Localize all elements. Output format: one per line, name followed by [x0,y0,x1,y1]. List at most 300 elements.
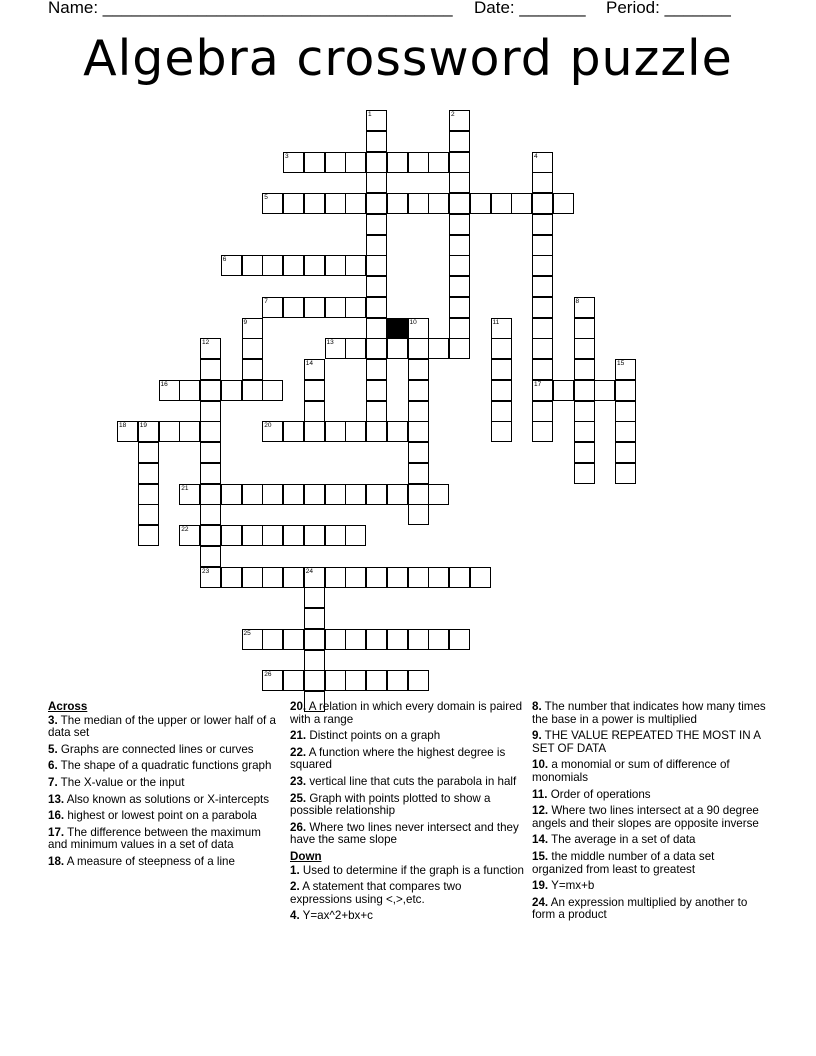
clue-number: 4. [290,909,300,923]
crossword-cell[interactable] [345,255,366,276]
clue-number: 8. [532,700,542,713]
clue-text: Y=ax^2+bx+c [299,909,373,923]
across-clue [290,701,525,726]
clue-number: 11. [532,787,548,801]
crossword-cell[interactable] [345,484,366,505]
date-field[interactable] [474,0,586,18]
crossword-cell[interactable] [449,152,470,173]
crossword-cell[interactable] [159,380,180,401]
crossword-cell[interactable] [200,338,221,359]
crossword-black-cell [387,318,408,339]
across-clue [48,794,283,807]
crossword-cell[interactable] [325,670,346,691]
clue-number: 9. [532,729,542,743]
crossword-cell[interactable] [283,255,304,276]
clue-number-label: 8 [575,297,580,305]
crossword-cell[interactable] [304,380,325,401]
crossword-cell[interactable] [200,546,221,567]
clue-number: 1. [290,863,300,877]
crossword-cell[interactable] [574,401,595,422]
down-clue [532,897,767,922]
crossword-cell[interactable] [138,525,159,546]
across-clue [48,744,283,757]
across-clue [48,760,283,773]
across-heading: Across [48,700,88,713]
crossword-cell[interactable] [345,525,366,546]
crossword-cell[interactable] [262,380,283,401]
clue-text: Graphs are connected lines or curves [57,742,254,756]
crossword-cell[interactable] [574,318,595,339]
clue-number: 15. [532,849,549,863]
crossword-cell[interactable] [283,525,304,546]
crossword-cell[interactable] [428,338,449,359]
crossword-cell[interactable] [283,152,304,173]
crossword-cell[interactable] [408,463,429,484]
crossword-cell[interactable] [262,193,283,214]
crossword-cell[interactable] [387,152,408,173]
crossword-cell[interactable] [366,255,387,276]
crossword-cell[interactable] [387,421,408,442]
crossword-cell[interactable] [408,359,429,380]
clue-text: The difference between the maximum and minimum values in a set of data [48,825,261,852]
crossword-cell[interactable] [449,629,470,650]
crossword-cell[interactable] [283,297,304,318]
crossword-cell[interactable] [221,567,242,588]
crossword-cell[interactable] [345,193,366,214]
crossword-cell[interactable] [304,650,325,671]
crossword-cell[interactable] [574,380,595,401]
crossword-cell[interactable] [242,629,263,650]
clue-number: 25. [290,791,307,805]
crossword-cell[interactable] [366,318,387,339]
clue-number-label: 22 [181,526,189,533]
crossword-cell[interactable] [408,193,429,214]
crossword-cell[interactable] [428,484,449,505]
clue-text: An expression multiplied by another to form a product [532,895,748,922]
date-blank[interactable]: _______ [519,0,586,17]
crossword-cell[interactable] [138,463,159,484]
crossword-cell[interactable] [242,338,263,359]
crossword-cell[interactable] [408,152,429,173]
crossword-cell[interactable] [408,567,429,588]
across-clue [290,747,525,772]
crossword-cell[interactable] [449,235,470,256]
clue-text: A relation in which every domain is paired with a range [290,700,523,726]
crossword-cell[interactable] [283,193,304,214]
crossword-cell[interactable] [574,297,595,318]
crossword-cell[interactable] [615,359,636,380]
crossword-cell[interactable] [325,484,346,505]
clue-text: The average in a set of data [548,833,696,847]
crossword-cell[interactable] [387,484,408,505]
crossword-cell[interactable] [366,297,387,318]
crossword-cell[interactable] [532,338,553,359]
down-clue [532,805,767,830]
clue-text: The median of the upper or lower half of a data set [48,713,276,740]
crossword-cell[interactable] [532,421,553,442]
clue-text: The X-value or the input [57,775,185,789]
crossword-cell[interactable] [366,276,387,297]
crossword-cell[interactable] [242,380,263,401]
clue-number-label: 12 [202,339,210,347]
crossword-cell[interactable] [221,525,242,546]
crossword-cell[interactable] [325,525,346,546]
crossword-cell[interactable] [345,629,366,650]
across-clue [48,715,283,740]
crossword-cell[interactable] [242,484,263,505]
down-clue [532,730,767,755]
crossword-cell[interactable] [532,214,553,235]
crossword-cell[interactable] [366,110,387,131]
clue-number: 13. [48,792,65,806]
crossword-cell[interactable] [532,276,553,297]
crossword-cell[interactable] [408,629,429,650]
crossword-cell[interactable] [615,442,636,463]
crossword-cell[interactable] [449,193,470,214]
name-blank[interactable]: _____________________________________ [102,0,453,17]
crossword-cell[interactable] [283,629,304,650]
crossword-cell[interactable] [574,338,595,359]
crossword-cell[interactable] [262,670,283,691]
clue-text: THE VALUE REPEATED THE MOST IN A SET OF DATA [532,729,761,755]
across-clue [290,776,525,789]
crossword-cell[interactable] [200,463,221,484]
clue-text: The shape of a quadratic functions graph [57,759,272,773]
crossword-cell[interactable] [242,318,263,339]
period-label: Period: [606,0,665,17]
crossword-cell[interactable] [470,567,491,588]
crossword-cell[interactable] [179,421,200,442]
crossword-cell[interactable] [366,670,387,691]
crossword-cell[interactable] [262,525,283,546]
crossword-cell[interactable] [449,131,470,152]
crossword-cell[interactable] [532,359,553,380]
crossword-cell[interactable] [449,338,470,359]
crossword-cell[interactable] [325,297,346,318]
crossword-cell[interactable] [242,359,263,380]
crossword-cell[interactable] [408,484,429,505]
clue-number-label: 16 [160,380,168,388]
crossword-cell[interactable] [345,421,366,442]
crossword-cell[interactable] [304,484,325,505]
crossword-cell[interactable] [345,567,366,588]
across-clue [290,730,525,743]
across-clue [290,822,525,847]
crossword-cell[interactable] [449,172,470,193]
crossword-cell[interactable] [325,338,346,359]
clue-number-label: 25 [243,629,251,637]
crossword-cell[interactable] [325,629,346,650]
crossword-cell[interactable] [200,567,221,588]
crossword-cell[interactable] [138,421,159,442]
crossword-cell[interactable] [615,401,636,422]
crossword-cell[interactable] [428,152,449,173]
down-clue [532,880,767,893]
crossword-cell[interactable] [345,670,366,691]
crossword-cell[interactable] [470,193,491,214]
crossword-cell[interactable] [221,380,242,401]
clue-number: 26. [290,820,307,834]
down-clue [532,851,767,876]
crossword-cell[interactable] [594,380,615,401]
crossword-cell[interactable] [574,359,595,380]
clue-text: The number that indicates how many times the base in a power is multiplied [532,700,766,726]
crossword-cell[interactable] [428,193,449,214]
clue-number-label: 1 [368,111,372,118]
crossword-cell[interactable] [200,421,221,442]
crossword-cell[interactable] [574,421,595,442]
clue-text: Order of operations [547,787,651,801]
crossword-cell[interactable] [408,442,429,463]
crossword-cell[interactable] [491,421,512,442]
crossword-cell[interactable] [304,401,325,422]
crossword-cell[interactable] [366,235,387,256]
crossword-cell[interactable] [387,670,408,691]
clue-number: 22. [290,745,307,759]
clue-text: Also known as solutions or X-intercepts [64,792,270,806]
clue-number: 3. [48,713,58,727]
crossword-cell[interactable] [138,484,159,505]
crossword-cell[interactable] [615,421,636,442]
across-clue-list [48,715,283,869]
period-field[interactable] [606,0,731,18]
clue-text: a monomial or sum of difference of monomials [532,758,730,784]
crossword-cell[interactable] [532,235,553,256]
crossword-cell[interactable] [221,255,242,276]
crossword-cell[interactable] [387,567,408,588]
crossword-cell[interactable] [138,442,159,463]
crossword-cell[interactable] [491,380,512,401]
crossword-cell[interactable] [345,297,366,318]
crossword-cell[interactable] [304,255,325,276]
crossword-cell[interactable] [387,193,408,214]
crossword-cell[interactable] [200,401,221,422]
clue-number: 23. [290,774,307,788]
crossword-cell[interactable] [428,567,449,588]
clue-number-label: 7 [264,297,268,305]
crossword-cell[interactable] [532,297,553,318]
header [0,0,816,22]
crossword-cell[interactable] [366,172,387,193]
crossword-cell[interactable] [304,359,325,380]
down-clue-list [290,865,525,923]
crossword-cell[interactable] [428,629,449,650]
clue-text: vertical line that cuts the parabola in half [306,774,517,788]
crossword-cell[interactable] [408,338,429,359]
crossword-cell[interactable] [159,421,180,442]
crossword-cell[interactable] [366,193,387,214]
crossword-cell[interactable] [615,463,636,484]
crossword-cell[interactable] [283,484,304,505]
crossword-cell[interactable] [449,297,470,318]
crossword-cell[interactable] [179,484,200,505]
down-clue [532,789,767,802]
name-label: Name: [48,0,103,17]
crossword-cell[interactable] [325,152,346,173]
crossword-cell[interactable] [366,214,387,235]
crossword-cell[interactable] [200,525,221,546]
crossword-cell[interactable] [449,110,470,131]
clue-number: 20. [290,700,307,713]
clue-number-label: 20 [264,422,272,430]
down-clue [532,759,767,784]
crossword-cell[interactable] [449,214,470,235]
crossword-cell[interactable] [304,670,325,691]
clue-number-label: 23 [202,567,210,575]
crossword-cell[interactable] [345,338,366,359]
crossword-cell[interactable] [532,255,553,276]
crossword-cell[interactable] [179,525,200,546]
crossword-cell[interactable] [408,421,429,442]
crossword-cell[interactable] [200,359,221,380]
crossword-cell[interactable] [283,421,304,442]
crossword-cell[interactable] [491,318,512,339]
crossword-cell[interactable] [366,421,387,442]
crossword-cell[interactable] [491,338,512,359]
crossword-cell[interactable] [242,525,263,546]
clue-number: 2. [290,880,300,894]
clue-number-label: 4 [534,152,538,160]
crossword-cell[interactable] [366,629,387,650]
crossword-cell[interactable] [304,297,325,318]
clue-number-label: 9 [243,318,248,326]
down-clue [290,881,525,906]
crossword-cell[interactable] [387,629,408,650]
clue-number-label: 18 [119,422,127,430]
crossword-cell[interactable] [408,670,429,691]
crossword-cell[interactable] [366,484,387,505]
crossword-cell[interactable] [325,193,346,214]
crossword-cell[interactable] [304,567,325,588]
crossword-cell[interactable] [200,504,221,525]
period-blank[interactable]: _______ [664,0,731,17]
crossword-cell[interactable] [511,193,532,214]
crossword-cell[interactable] [200,484,221,505]
crossword-cell[interactable] [532,318,553,339]
crossword-cell[interactable] [574,463,595,484]
crossword-cell[interactable] [262,484,283,505]
crossword-cell[interactable] [408,318,429,339]
across-clue [290,793,525,818]
crossword-cell[interactable] [304,608,325,629]
crossword-cell[interactable] [262,421,283,442]
crossword-cell[interactable] [553,193,574,214]
down-clue [532,701,767,726]
clue-number-label: 21 [181,484,189,492]
down-clue [532,834,767,847]
crossword-cell[interactable] [262,629,283,650]
crossword-cell[interactable] [449,276,470,297]
crossword-cell[interactable] [408,380,429,401]
crossword-cell[interactable] [366,152,387,173]
crossword-cell[interactable] [366,567,387,588]
crossword-cell[interactable] [574,442,595,463]
date-label: Date: [474,0,520,17]
crossword-cell[interactable] [532,152,553,173]
crossword-cell[interactable] [304,152,325,173]
crossword-cell[interactable] [304,629,325,650]
crossword-cell[interactable] [262,255,283,276]
clue-number-label: 6 [222,256,227,264]
crossword-cell[interactable] [262,567,283,588]
crossword-cell[interactable] [200,380,221,401]
crossword-cell[interactable] [283,567,304,588]
crossword-cell[interactable] [491,359,512,380]
crossword-cell[interactable] [138,504,159,525]
clue-text: A measure of steepness of a line [64,854,235,868]
clue-number: 21. [290,729,307,743]
crossword-cell[interactable] [387,338,408,359]
clue-number: 5. [48,742,58,756]
crossword-cell[interactable] [325,567,346,588]
crossword-cell[interactable] [304,525,325,546]
crossword-cell[interactable] [532,401,553,422]
crossword-cell[interactable] [325,255,346,276]
clue-text: Where two lines never intersect and they have the same slope [290,820,519,847]
clue-text: A statement that compares two expressions using <,>,etc. [290,880,462,906]
crossword-cell[interactable] [491,401,512,422]
crossword-cell[interactable] [304,587,325,608]
crossword-cell[interactable] [449,255,470,276]
crossword-cell[interactable] [366,401,387,422]
crossword-cell[interactable] [325,421,346,442]
clue-number-label: 10 [409,318,417,326]
crossword-cell[interactable] [532,172,553,193]
crossword-cell[interactable] [242,255,263,276]
crossword-cell[interactable] [304,421,325,442]
crossword-cell[interactable] [532,193,553,214]
across-clue [48,810,283,823]
clue-number: 19. [532,879,549,893]
crossword-cell[interactable] [304,193,325,214]
crossword-cell[interactable] [366,131,387,152]
clue-number: 7. [48,775,58,789]
crossword-cell[interactable] [283,670,304,691]
clue-number: 12. [532,804,549,818]
clues-column-2 [290,701,525,927]
crossword-cell[interactable] [491,193,512,214]
crossword-cell[interactable] [345,152,366,173]
across-clue [48,856,283,869]
crossword-cell[interactable] [449,567,470,588]
crossword-cell[interactable] [615,380,636,401]
clue-number-label: 13 [326,339,334,347]
clue-number: 18. [48,854,65,868]
crossword-cell[interactable] [366,338,387,359]
crossword-cell[interactable] [179,380,200,401]
clue-number-label: 5 [264,194,268,201]
clue-text: the middle number of a data set organized from least to greatest [532,849,715,876]
clue-number-label: 15 [617,360,625,367]
crossword-cell[interactable] [408,504,429,525]
crossword-cell[interactable] [366,380,387,401]
crossword-cell[interactable] [408,401,429,422]
page-title: Algebra crossword puzzle [83,30,733,87]
crossword-cell[interactable] [553,380,574,401]
clue-number: 17. [48,825,65,839]
name-field[interactable] [48,0,453,18]
crossword-cell[interactable] [200,442,221,463]
crossword-cell[interactable] [532,380,553,401]
crossword-cell[interactable] [449,318,470,339]
crossword-cell[interactable] [366,359,387,380]
crossword-cell[interactable] [117,421,138,442]
crossword-cell[interactable] [242,567,263,588]
clue-number: 24. [532,895,549,909]
clue-number-label: 3 [285,152,289,160]
crossword-cell[interactable] [262,297,283,318]
crossword-cell[interactable] [221,484,242,505]
